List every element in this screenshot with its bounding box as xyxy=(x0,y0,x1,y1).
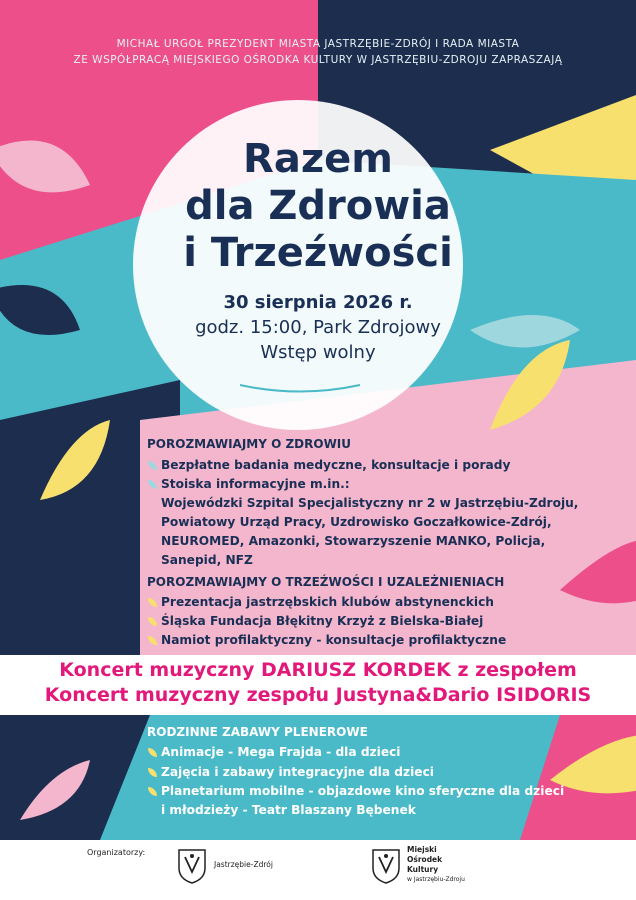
health-item-continuation: Sanepid, NFZ xyxy=(161,553,253,567)
leaf-bullet-icon xyxy=(148,598,157,607)
family-item-continuation: i młodzieży - Teatr Blaszany Bębenek xyxy=(161,803,416,817)
sobriety-item: Prezentacja jastrzębskich klubów abstynenckich xyxy=(148,595,494,609)
sobriety-item: Śląska Fundacja Błękitny Krzyż z Bielska-Białej xyxy=(148,614,483,628)
culture-center-crest-icon xyxy=(371,848,401,884)
health-item-continuation: NEUROMED, Amazonki, Stowarzyszenie MANKO, Policja, xyxy=(161,534,546,548)
concert-line-1: Koncert muzyczny DARIUSZ KORDEK z zespołem xyxy=(59,659,577,681)
leaf-bullet-icon xyxy=(148,787,157,796)
health-item-continuation: Wojewódzki Szpital Specjalistyczny nr 2 w Jastrzębiu-Zdroju, xyxy=(161,496,579,510)
family-item: Animacje - Mega Frajda - dla dzieci xyxy=(148,745,401,759)
leaf-bullet-icon xyxy=(148,480,157,489)
leaf-bullet-icon xyxy=(148,768,157,777)
event-time-place: godz. 15:00, Park Zdrojowy xyxy=(195,317,441,338)
city-crest-icon xyxy=(177,848,207,884)
health-item: Stoiska informacyjne m.in.: xyxy=(148,477,350,491)
event-entry: Wstęp wolny xyxy=(260,342,376,363)
event-date: 30 sierpnia 2026 r. xyxy=(223,292,413,313)
sobriety-item: Namiot profilaktyczny - konsultacje profilaktyczne xyxy=(148,633,506,647)
title-line-1: Razem xyxy=(243,136,393,182)
organizers-label: Organizatorzy: xyxy=(87,848,146,857)
leaf-bullet-icon xyxy=(148,748,157,757)
family-heading: RODZINNE ZABAWY PLENEROWE xyxy=(147,725,368,739)
leaf-bullet-icon xyxy=(148,617,157,626)
header-line-1: MICHAŁ URGOŁ PREZYDENT MIASTA JASTRZĘBIE-ZDRÓJ I RADA MIASTA xyxy=(116,38,520,50)
leaf-bullet-icon xyxy=(148,461,157,470)
org1-name: Jastrzębie-Zdrój xyxy=(214,860,273,869)
sobriety-heading: POROZMAWIAJMY O TRZEŹWOŚCI I UZALEŻNIENIACH xyxy=(147,575,505,589)
health-item-continuation: Powiatowy Urząd Pracy, Uzdrowisko Goczałkowice-Zdrój, xyxy=(161,515,552,529)
family-item: Zajęcia i zabawy integracyjne dla dzieci xyxy=(148,765,434,779)
title-line-3: i Trzeźwości xyxy=(183,230,453,276)
leaf-bullet-icon xyxy=(148,636,157,645)
concert-line-2: Koncert muzyczny zespołu Justyna&Dario ISIDORIS xyxy=(44,684,592,706)
org2-name: Miejski Ośrodek Kultury w Jastrzębiu-Zdroju xyxy=(407,845,465,883)
title-line-2: dla Zdrowia xyxy=(185,183,451,229)
family-item: Planetarium mobilne - objazdowe kino sferyczne dla dzieci xyxy=(148,784,564,798)
header-line-2: ZE WSPÓŁPRACĄ MIEJSKIEGO OŚRODKA KULTURY W JASTRZĘBIU-ZDROJU ZAPRASZAJĄ xyxy=(73,54,563,66)
health-heading: POROZMAWIAJMY O ZDROWIU xyxy=(147,437,352,451)
health-item: Bezpłatne badania medyczne, konsultacje i porady xyxy=(148,458,510,472)
